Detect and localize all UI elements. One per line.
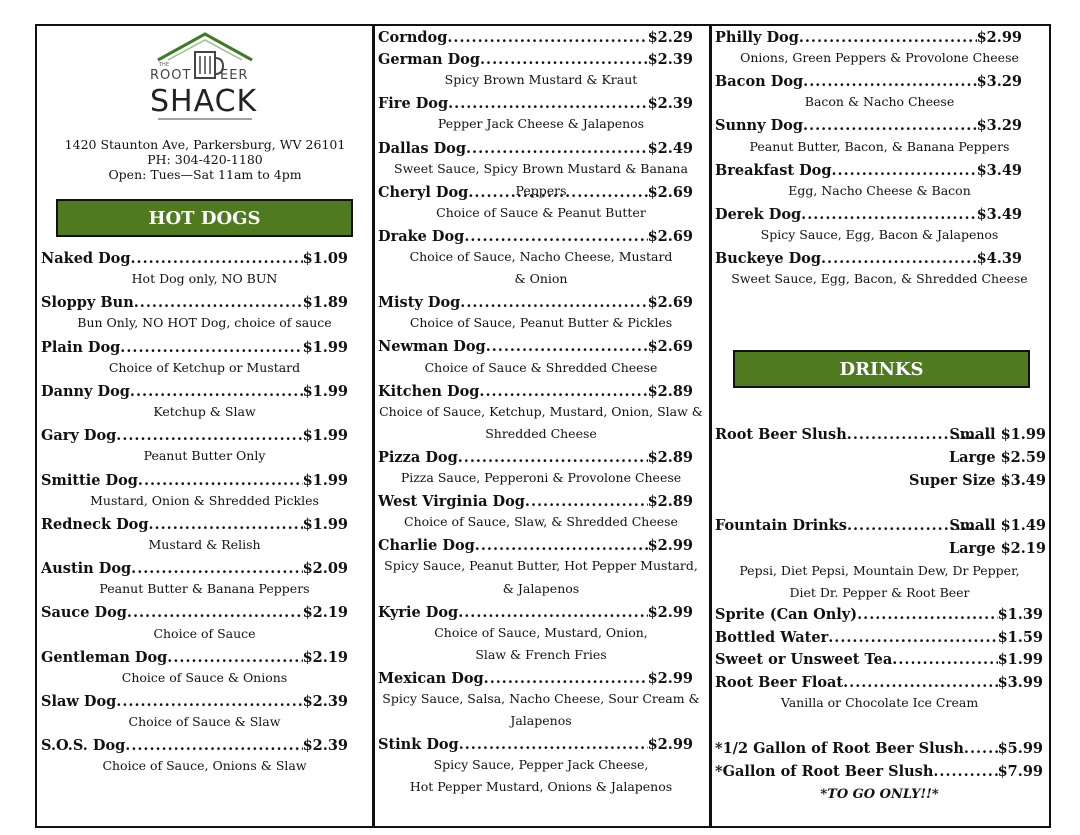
menu-item-row	[41, 427, 348, 444]
menu-item-name: Sloppy Bun	[41, 294, 134, 312]
leader-dots	[458, 449, 648, 466]
menu-item-name: Pizza Dog	[378, 448, 458, 466]
menu-item-price: $2.39	[647, 51, 693, 69]
menu-item-row	[41, 693, 348, 710]
leader-dots	[933, 763, 997, 780]
menu-item-price: $2.09	[302, 560, 348, 578]
leader-dots	[479, 383, 647, 400]
menu-item-row	[41, 339, 348, 356]
menu-item-price: $3.29	[976, 117, 1022, 135]
menu-item-row	[41, 472, 348, 489]
menu-item-description: Peanut Butter, Bacon, & Banana Peppers	[749, 138, 1010, 154]
menu-item-row	[715, 29, 1022, 46]
menu-item-description: Mustard, Onion & Shredded Pickles	[90, 492, 319, 508]
menu-item-price: $2.39	[647, 95, 693, 113]
menu-item-price: $2.89	[647, 382, 693, 400]
hot-dogs-banner: HOT DOGS	[56, 199, 353, 237]
menu-item-name: *Gallon of Root Beer Slush	[715, 763, 934, 780]
menu-item-price: $2.69	[647, 183, 693, 201]
menu-item-row	[41, 560, 348, 577]
menu-item-name: Kitchen Dog	[378, 382, 480, 400]
menu-item-description: Vanilla or Chocolate Ice Cream	[780, 695, 979, 710]
menu-item-price: $2.29	[647, 29, 693, 46]
menu-item-row	[715, 206, 1022, 223]
menu-item-description: Pepsi, Diet Pepsi, Mountain Dew, Dr Pepper,	[739, 563, 1020, 578]
menu-item-name: Cheryl Dog	[378, 183, 469, 201]
menu-item-name: German Dog	[378, 51, 480, 69]
menu-item-row	[378, 228, 693, 245]
leader-dots	[964, 740, 998, 757]
menu-item-price: $1.39	[997, 606, 1043, 623]
leader-dots	[843, 674, 997, 691]
menu-item-description: Choice of Sauce & Shredded Cheese	[424, 359, 658, 375]
menu-item-description: Spicy Brown Mustard & Kraut	[444, 72, 638, 88]
menu-item-price: $2.99	[647, 537, 693, 555]
menu-item-price: $1.09	[302, 250, 348, 267]
drink-name: Fountain Drinks	[715, 517, 847, 534]
menu-item-description: Choice of Sauce & Onions	[121, 669, 288, 685]
menu-item-name: Derek Dog	[715, 205, 802, 223]
drink-name: Root Beer Slush	[715, 426, 847, 443]
menu-item-description: Shredded Cheese	[485, 425, 597, 441]
leader-dots	[134, 294, 303, 311]
menu-item-row	[378, 338, 693, 355]
menu-item-name: Dallas Dog	[378, 139, 466, 157]
menu-item-row	[715, 763, 1043, 780]
menu-item-description: Sweet Sauce, Spicy Brown Mustard & Banana Peppers	[394, 160, 688, 198]
menu-item-row	[41, 516, 348, 533]
menu-item-price: $1.99	[302, 427, 348, 445]
menu-item-name: Newman Dog	[378, 338, 486, 356]
root-beer-shack-logo	[140, 32, 270, 122]
menu-item-description: Bacon & Nacho Cheese	[804, 94, 955, 110]
menu-item-price: $2.39	[302, 693, 348, 710]
fountain-large-price: Large $2.19	[948, 540, 1046, 557]
menu-item-name: *1/2 Gallon of Root Beer Slush	[715, 740, 964, 757]
menu-item-description: Onions, Green Peppers & Provolone Cheese	[740, 50, 1019, 66]
menu-item-row	[378, 294, 693, 311]
menu-item-price: $7.99	[997, 763, 1043, 780]
menu-item-price: $3.29	[976, 73, 1022, 91]
leader-dots	[149, 516, 303, 533]
menu-item-name: Austin Dog	[41, 560, 132, 578]
leader-dots	[116, 427, 302, 444]
menu-item-row	[715, 162, 1022, 179]
menu-item-description: Jalapenos	[510, 713, 572, 729]
leader-dots	[447, 29, 647, 46]
menu-item-price: $2.49	[647, 139, 693, 157]
leader-dots	[801, 206, 976, 223]
leader-dots	[832, 162, 977, 179]
menu-item-price: $1.99	[997, 651, 1043, 668]
hours: Open: Tues—Sat 11am to 4pm	[108, 167, 302, 182]
to-go-note: *TO GO ONLY!!*	[820, 787, 939, 802]
leader-dots	[828, 629, 997, 646]
menu-item-name: Philly Dog	[715, 29, 799, 46]
menu-item-description: Spicy Sauce, Pepper Jack Cheese,	[433, 757, 649, 773]
menu-item-row	[715, 606, 1043, 623]
menu-item-row	[715, 117, 1022, 134]
menu-item-description: Sweet Sauce, Egg, Bacon, & Shredded Cheese	[731, 271, 1028, 287]
menu-item-row	[41, 294, 348, 311]
leader-dots	[130, 383, 303, 400]
menu-item-row	[378, 537, 693, 554]
menu-item-name: Drake Dog	[378, 227, 465, 245]
leader-dots	[464, 228, 647, 245]
menu-item-description: Choice of Sauce & Peanut Butter	[436, 204, 646, 220]
menu-item-name: Sauce Dog	[41, 604, 127, 622]
menu-item-row	[715, 740, 1043, 757]
leader-dots	[480, 51, 648, 68]
menu-item-description: Choice of Sauce, Mustard, Onion,	[434, 624, 648, 640]
menu-item-description: Hot Pepper Mustard, Onions & Jalapenos	[409, 779, 673, 795]
menu-item-name: Fire Dog	[378, 95, 449, 113]
menu-item-price: $2.69	[647, 338, 693, 356]
menu-item-name: Bottled Water	[715, 628, 829, 646]
menu-item-price: $2.19	[302, 648, 348, 666]
leader-dots	[167, 649, 302, 666]
leader-dots	[803, 73, 976, 90]
menu-item-name: Misty Dog	[378, 294, 461, 312]
menu-item-price: $2.99	[647, 736, 693, 754]
menu-item-description: Spicy Sauce, Egg, Bacon & Jalapenos	[760, 226, 999, 242]
menu-item-price: $2.69	[647, 294, 693, 312]
leader-dots	[892, 651, 997, 668]
menu-item-price: $1.59	[997, 628, 1043, 646]
menu-item-row	[378, 604, 693, 621]
menu-item-price: $2.19	[302, 604, 348, 622]
menu-item-description: Choice of Sauce, Peanut Butter & Pickles	[409, 315, 673, 331]
menu-item-row	[378, 493, 693, 510]
menu-item-price: $3.99	[997, 673, 1043, 691]
leader-dots	[466, 140, 648, 157]
fountain-small-price: Small $1.49	[949, 517, 1046, 534]
menu-item-price: $1.99	[302, 338, 348, 356]
menu-item-price: $2.89	[647, 493, 693, 511]
logo-small-text: THE	[159, 62, 169, 68]
menu-item-price: $2.89	[647, 448, 693, 466]
leader-dots	[486, 338, 648, 355]
menu-item-description: Choice of Sauce, Onions & Slaw	[102, 758, 307, 774]
leader-dots	[120, 339, 302, 356]
address: 1420 Staunton Ave, Parkersburg, WV 26101	[64, 137, 346, 152]
menu-item-row	[378, 449, 693, 466]
menu-item-description: Choice of Sauce, Slaw, & Shredded Cheese	[404, 514, 678, 530]
menu-item-name: Redneck Dog	[41, 515, 149, 533]
menu-item-description: Egg, Nacho Cheese & Bacon	[788, 182, 971, 198]
leader-dots	[525, 493, 648, 510]
menu-item-description: Choice of Ketchup or Mustard	[108, 359, 301, 375]
menu-item-row	[378, 383, 693, 400]
menu-item-row	[378, 140, 693, 157]
menu-item-description: Spicy Sauce, Salsa, Nacho Cheese, Sour Cream &	[382, 691, 700, 706]
menu-item-description: Ketchup & Slaw	[153, 404, 256, 420]
menu-item-row	[378, 184, 693, 201]
menu-item-name: Buckeye Dog	[715, 250, 821, 267]
menu-item-row	[41, 737, 348, 754]
menu-item-row	[715, 651, 1043, 668]
menu-item-name: Smittie Dog	[41, 471, 138, 489]
logo-root-text: ROOT	[150, 68, 192, 83]
menu-item-description: Mustard & Relish	[148, 536, 261, 552]
menu-item-description: Peanut Butter & Banana Peppers	[99, 581, 310, 597]
menu-item-row	[715, 250, 1022, 267]
menu-item-description: Choice of Sauce, Nacho Cheese, Mustard	[409, 249, 673, 264]
menu-item-description: & Jalapenos	[502, 580, 580, 596]
menu-item-name: West Virginia Dog	[378, 493, 525, 511]
leader-dots	[799, 29, 977, 46]
menu-item-price: $4.39	[976, 250, 1022, 267]
leader-dots	[448, 95, 647, 112]
menu-item-row	[41, 250, 348, 267]
slush-super-price: Super Size $3.49	[909, 472, 1046, 489]
leader-dots	[116, 693, 302, 710]
menu-item-price: $3.49	[976, 161, 1022, 179]
menu-item-row	[41, 604, 348, 621]
leader-dots	[131, 250, 303, 267]
leader-dots	[458, 604, 647, 621]
menu-item-description: Hot Dog only, NO BUN	[131, 271, 278, 287]
menu-item-name: Danny Dog	[41, 382, 130, 400]
menu-item-description: Choice of Sauce	[153, 625, 256, 641]
menu-item-name: Kyrie Dog	[378, 603, 459, 621]
leader-dots	[803, 117, 977, 134]
menu-item-description: Slaw & French Fries	[475, 646, 607, 662]
menu-item-name: Breakfast Dog	[715, 161, 832, 179]
leader-dots	[125, 737, 302, 754]
menu-item-description: Choice of Sauce, Ketchup, Mustard, Onion, Slaw &	[379, 403, 703, 419]
menu-item-name: Gentleman Dog	[41, 648, 168, 666]
menu-item-row	[378, 51, 693, 68]
menu-item-price: $2.39	[302, 737, 348, 755]
menu-item-name: Plain Dog	[41, 338, 121, 356]
menu-item-description: Bun Only, NO HOT Dog, choice of sauce	[77, 315, 332, 331]
menu-item-row	[715, 629, 1043, 646]
menu-item-name: Slaw Dog	[41, 693, 117, 710]
menu-item-name: Sprite (Can Only)	[715, 606, 858, 623]
menu-item-name: S.O.S. Dog	[41, 737, 126, 755]
menu-item-price: $2.99	[647, 603, 693, 621]
logo-shack-text: SHACK	[150, 84, 258, 119]
drinks-banner: DRINKS	[733, 350, 1030, 388]
menu-item-name: Naked Dog	[41, 250, 131, 267]
menu-item-name: Mexican Dog	[378, 669, 484, 687]
leader-dots	[459, 736, 648, 753]
leader-dots	[475, 537, 648, 554]
leader-dots	[460, 294, 647, 311]
menu-item-price: $1.99	[302, 515, 348, 533]
menu-item-row	[715, 73, 1022, 90]
menu-item-description: Pepper Jack Cheese & Jalapenos	[437, 116, 645, 132]
menu-item-description: Pizza Sauce, Pepperoni & Provolone Cheese	[400, 470, 682, 485]
menu-item-price: $2.99	[647, 669, 693, 687]
menu-item-name: Stink Dog	[378, 736, 459, 754]
menu-item-price: $1.89	[302, 294, 348, 312]
menu-item-name: Corndog	[378, 29, 448, 46]
menu-item-price: $1.99	[302, 382, 348, 400]
menu-item-name: Root Beer Float	[715, 673, 844, 691]
menu-item-name: Charlie Dog	[378, 537, 475, 555]
leader-dots	[131, 560, 302, 577]
leader-dots	[138, 472, 303, 489]
menu-item-price: $1.99	[302, 471, 348, 489]
menu-item-description: Spicy Sauce, Peanut Butter, Hot Pepper Mustard,	[384, 558, 698, 574]
leader-dots	[857, 606, 998, 623]
column-divider	[372, 24, 375, 828]
menu-item-row	[378, 95, 693, 112]
menu-item-description: Choice of Sauce & Slaw	[128, 714, 281, 730]
menu-item-description: Peanut Butter Only	[143, 448, 266, 464]
slush-large-price: Large $2.59	[948, 449, 1046, 466]
menu-item-row	[378, 670, 693, 687]
menu-item-price: $2.99	[976, 29, 1022, 46]
menu-item-price: $5.99	[997, 740, 1043, 757]
menu-item-name: Sweet or Unsweet Tea	[715, 651, 893, 668]
slush-small-price: Small $1.99	[949, 426, 1046, 443]
menu-item-name: Sunny Dog	[715, 117, 803, 135]
menu-item-description: Diet Dr. Pepper & Root Beer	[789, 585, 970, 600]
phone: PH: 304-420-1180	[147, 152, 263, 167]
leader-dots	[484, 670, 648, 687]
leader-dots	[468, 184, 647, 201]
menu-item-price: $3.49	[976, 205, 1022, 223]
menu-item-description: & Onion	[514, 271, 568, 287]
menu-item-row	[378, 29, 693, 46]
menu-item-row	[41, 649, 348, 666]
menu-item-name: Gary Dog	[41, 427, 117, 445]
leader-dots	[127, 604, 303, 621]
menu-item-row	[715, 674, 1043, 691]
menu-item-name: Bacon Dog	[715, 73, 804, 91]
menu-item-price: $2.69	[647, 227, 693, 245]
menu-item-row	[41, 383, 348, 400]
leader-dots	[821, 250, 977, 267]
logo-eer-text: EER	[220, 68, 249, 83]
menu-item-row	[378, 736, 693, 753]
